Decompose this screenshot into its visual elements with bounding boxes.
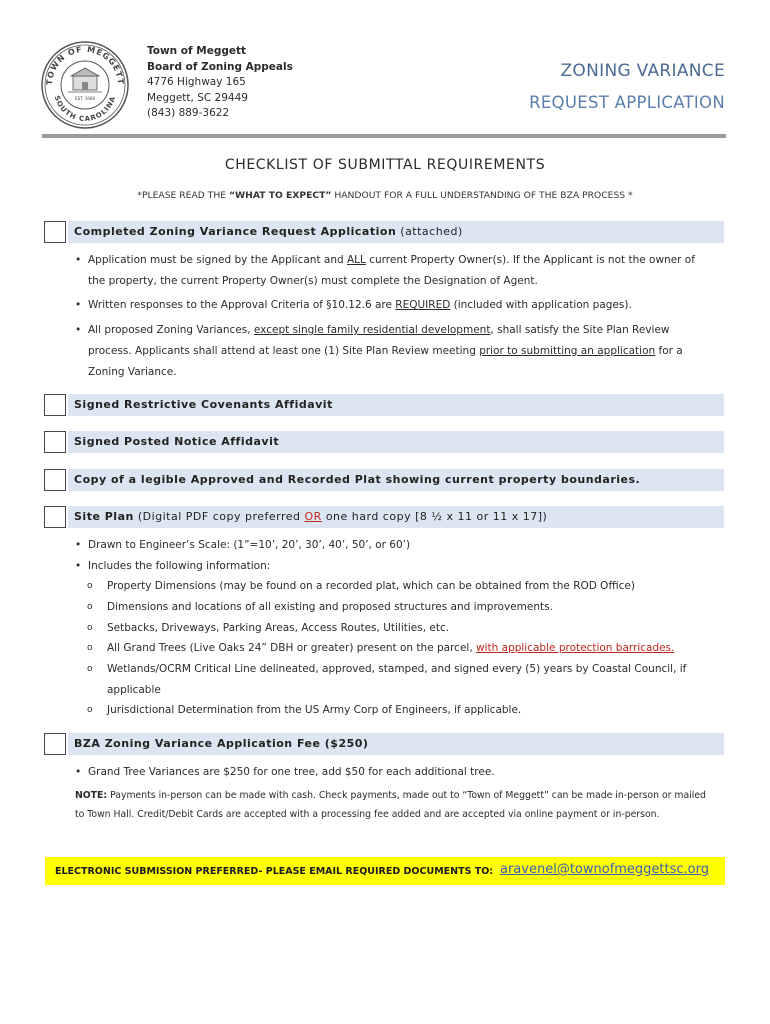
svg-text:SOUTH CAROLINA: SOUTH CAROLINA <box>52 94 118 124</box>
section-label-plat: Copy of a legible Approved and Recorded Plat showing current property boundaries. <box>74 473 641 486</box>
sub-list-item: o Setbacks, Driveways, Parking Areas, Access Routes, Utilities, etc. <box>87 622 450 634</box>
checklist-heading: CHECKLIST OF SUBMITTAL REQUIREMENTS <box>224 157 546 173</box>
document-subtitle: REQUEST APPLICATION <box>529 93 725 112</box>
list-item: • Drawn to Engineer’s Scale: (1”=10’, 20’, 30’, 40’, 50’, or 60’) <box>75 539 411 551</box>
list-item: • Grand Tree Variances are $250 for one tree, add $50 for each additional tree. <box>75 766 495 778</box>
sub-list-item: o Property Dimensions (may be found on a recorded plat, which can be obtained from the ROD Office) <box>87 580 635 592</box>
section-label-restrictive-covenants: Signed Restrictive Covenants Affidavit <box>74 398 333 411</box>
org-street: 4776 Highway 165 <box>147 76 246 88</box>
org-name: Town of Meggett <box>147 45 247 57</box>
checkbox-restrictive-covenants[interactable] <box>44 394 66 416</box>
list-item: • Application must be signed by the Applicant and ALL current Property Owner(s). If the Applicant is not the owner of the property, the current Property Owner(s) must complete the Designation of Agent. <box>75 254 695 287</box>
section-label-fee: BZA Zoning Variance Application Fee ($250) <box>74 737 369 750</box>
sub-list-item: o Jurisdictional Determination from the US Army Corp of Engineers, if applicable. <box>87 704 522 716</box>
email-link[interactable]: aravenel@townofmeggettsc.org <box>500 862 710 877</box>
org-city: Meggett, SC 29449 <box>147 91 248 104</box>
svg-text:TOWN OF MEGGETT: TOWN OF MEGGETT <box>44 44 126 86</box>
document-title: ZONING VARIANCE <box>560 61 725 81</box>
submission-banner-text: ELECTRONIC SUBMISSION PREFERRED- PLEASE EMAIL REQUIRED DOCUMENTS TO: <box>55 866 494 877</box>
checkbox-site-plan[interactable] <box>44 506 66 528</box>
read-note: *PLEASE READ THE “WHAT TO EXPECT” HANDOUT FOR A FULL UNDERSTANDING OF THE BZA PROCESS * <box>137 190 633 201</box>
org-board: Board of Zoning Appeals <box>147 60 293 73</box>
checkbox-posted-notice[interactable] <box>44 431 66 453</box>
org-phone: (843) 889-3622 <box>147 107 230 119</box>
section-label-application: Completed Zoning Variance Request Application (attached) <box>74 225 463 238</box>
sub-list-item: o All Grand Trees (Live Oaks 24” DBH or greater) present on the parcel, with applicable protection barricades. <box>87 642 675 654</box>
checkbox-fee[interactable] <box>44 733 66 755</box>
checkbox-application[interactable] <box>44 221 66 243</box>
svg-text:EST. 1908: EST. 1908 <box>75 96 95 101</box>
sub-list-item: o Wetlands/OCRM Critical Line delineated, approved, stamped, and signed every (5) years by Coastal Council, if applicable <box>87 663 687 696</box>
section-label-site-plan: Site Plan (Digital PDF copy preferred OR one hard copy [8 ½ x 11 or 11 x 17]) <box>74 510 548 523</box>
list-item: • Written responses to the Approval Criteria of §10.12.6 are REQUIRED (included with application pages). <box>75 299 632 311</box>
list-item: • All proposed Zoning Variances, except single family residential development, shall satisfy the Site Plan Review process. Applicants shall attend at least one (1) Site Plan Review meeting prior to submitting an application for a Zoning Variance. <box>75 324 683 378</box>
payment-note: NOTE: Payments in-person can be made with cash. Check payments, made out to “Town of Meggett” can be made in-person or mailed to Town Hall. Credit/Debit Cards are accepted with a processing fee added and are accepted via online payment or in-person. <box>75 790 706 820</box>
checkbox-plat[interactable] <box>44 469 66 491</box>
town-seal-logo <box>40 40 130 130</box>
list-item: • Includes the following information: <box>75 560 271 572</box>
section-label-posted-notice: Signed Posted Notice Affidavit <box>74 435 280 448</box>
sub-list-item: o Dimensions and locations of all existing and proposed structures and improvements. <box>87 601 553 613</box>
header-divider <box>42 134 726 138</box>
org-address-block <box>147 44 293 122</box>
